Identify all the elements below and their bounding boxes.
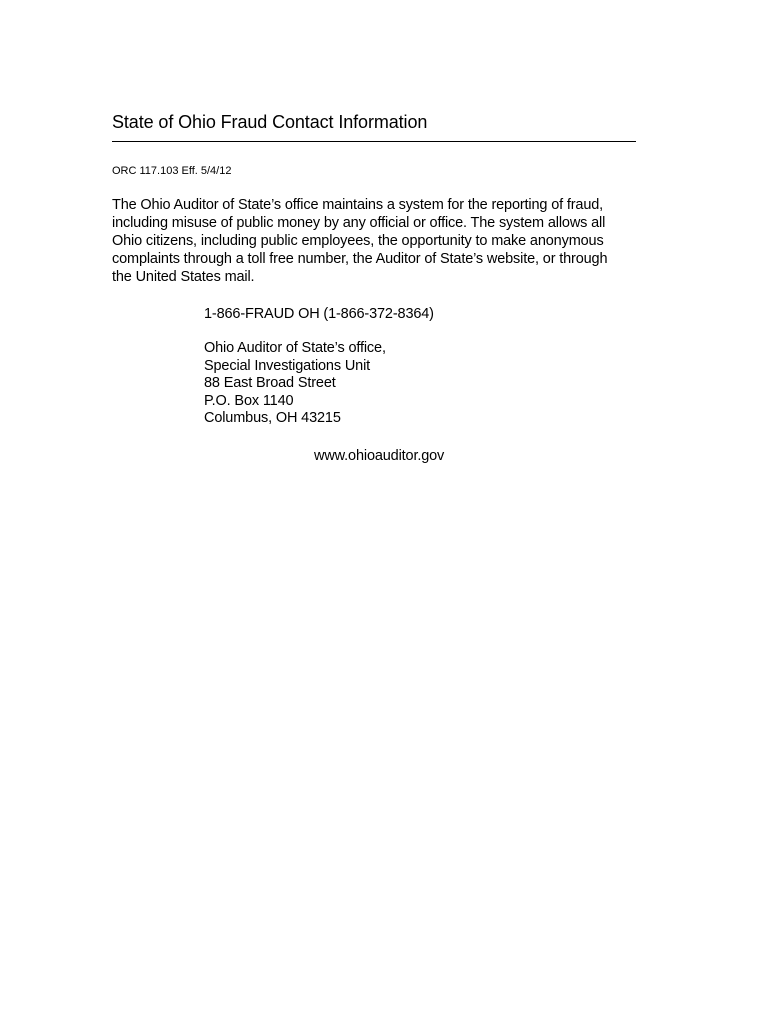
address-line: P.O. Box 1140 (204, 392, 294, 409)
address-line: Columbus, OH 43215 (204, 410, 341, 426)
mailing-address (204, 340, 386, 428)
body-line: including misuse of public money by any official or office. The system allows all (112, 215, 606, 231)
body-paragraph (112, 196, 652, 286)
body-line: complaints through a toll free number, the Auditor of State’s website, or through (112, 251, 608, 267)
address-line: 88 East Broad Street (204, 375, 336, 391)
statute-reference: ORC 117.103 Eff. 5/4/12 (112, 165, 232, 177)
body-line: Ohio citizens, including public employees, the opportunity to make anonymous (112, 233, 604, 249)
title-divider (112, 141, 636, 142)
document-title: State of Ohio Fraud Contact Information (112, 112, 428, 132)
website-url: www.ohioauditor.gov (314, 448, 445, 464)
address-line: Ohio Auditor of State’s office, (204, 340, 386, 356)
body-line: The Ohio Auditor of State’s office maintains a system for the reporting of fraud, (112, 197, 604, 213)
body-line: the United States mail. (112, 269, 255, 285)
address-line: Special Investigations Unit (204, 357, 371, 374)
hotline-phone: 1-866-FRAUD OH (1-866-372-8364) (204, 306, 434, 322)
